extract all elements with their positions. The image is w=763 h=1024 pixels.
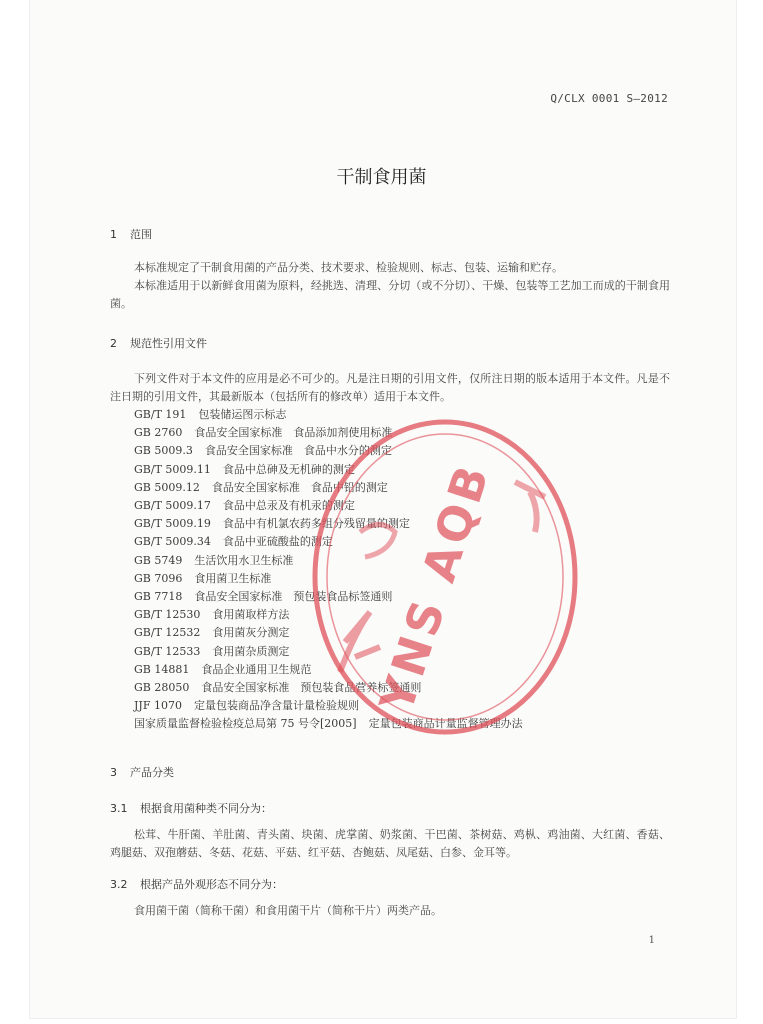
section-3-heading bbox=[110, 764, 174, 780]
section-1-para-2: 本标准适用于以新鲜食用菌为原料，经挑选、清理、分切（或不分切）、干燥、包装等工艺加工而成的干制食用菌。 bbox=[110, 279, 670, 310]
section-number: 2 bbox=[110, 337, 117, 350]
reference-code: GB 5749 bbox=[134, 553, 183, 567]
reference-code: GB/T 5009.19 bbox=[134, 517, 211, 531]
reference-code: GB/T 5009.34 bbox=[134, 535, 211, 549]
section-3-2-heading bbox=[110, 876, 283, 892]
reference-code: GB 28050 bbox=[134, 681, 190, 695]
reference-code: JJF 1070 bbox=[134, 699, 182, 713]
reference-title: 食品安全国家标准 预包装食品营养标签通则 bbox=[201, 681, 422, 695]
reference-title: 食品中亚硫酸盐的测定 bbox=[222, 535, 333, 549]
reference-title: 食用菌取样方法 bbox=[212, 608, 290, 622]
reference-title: 生活饮用水卫生标准 bbox=[194, 553, 294, 567]
reference-code: 国家质量监督检验检疫总局第 75 号令[2005] bbox=[134, 717, 357, 731]
reference-code: GB/T 5009.17 bbox=[134, 499, 211, 513]
reference-title: 食品安全国家标准 食品中水分的测定 bbox=[204, 444, 392, 458]
reference-code: GB/T 12533 bbox=[134, 644, 201, 658]
section-1-heading bbox=[110, 226, 152, 242]
official-seal-stamp bbox=[300, 412, 590, 742]
reference-code: GB 7096 bbox=[134, 571, 183, 585]
reference-code: GB 5009.12 bbox=[134, 480, 200, 494]
section-3-1-text: 松茸、牛肝菌、羊肚菌、青头菌、块菌、虎掌菌、奶浆菌、干巴菌、茶树菇、鸡枞、鸡油菌、大红菌、香菇、鸡腿菇、双孢蘑菇、冬菇、花菇、平菇、红平菇、杏鲍菇、凤尾菇、白参、金耳等。 bbox=[110, 828, 670, 859]
reference-title: 包装储运图示标志 bbox=[198, 408, 287, 421]
reference-code: GB/T 191 bbox=[134, 408, 187, 421]
reference-title: 食品安全国家标准 预包装食品标签通则 bbox=[194, 590, 393, 604]
reference-code: GB/T 12532 bbox=[134, 626, 201, 640]
reference-title: 食品中总砷及无机砷的测定 bbox=[222, 462, 355, 476]
reference-title: 食品中有机氯农药多组分残留量的测定 bbox=[222, 517, 410, 531]
svg-text:YNS AQB: YNS AQB bbox=[369, 455, 501, 719]
reference-title: 食品安全国家标准 食品中铅的测定 bbox=[211, 480, 388, 494]
section-3-2-text: 食用菌干菌（简称干菌）和食用菌干片（简称干片）两类产品。 bbox=[134, 904, 442, 917]
section-3-1-heading bbox=[110, 800, 272, 816]
reference-title: 定量包装商品净含量计量检验规则 bbox=[193, 699, 359, 713]
section-number: 1 bbox=[110, 228, 117, 241]
page-title: 干制食用菌 bbox=[336, 167, 427, 188]
reference-code: GB 2760 bbox=[134, 426, 183, 440]
reference-title: 食用菌卫生标准 bbox=[194, 571, 272, 585]
reference-code: GB 5009.3 bbox=[134, 444, 193, 458]
subsection-title: 根据产品外观形态不同分为： bbox=[140, 878, 283, 891]
reference-title: 食品安全国家标准 食品添加剂使用标准 bbox=[194, 426, 393, 440]
reference-code: GB 14881 bbox=[134, 662, 190, 676]
reference-title: 定量包装商品计量监督管理办法 bbox=[368, 717, 523, 731]
subsection-number: 3.2 bbox=[110, 878, 128, 891]
section-title: 产品分类 bbox=[130, 766, 174, 779]
reference-title: 食品企业通用卫生规范 bbox=[201, 662, 312, 676]
reference-title: 食用菌杂质测定 bbox=[212, 644, 290, 658]
section-number: 3 bbox=[110, 766, 117, 779]
reference-title: 食品中总汞及有机汞的测定 bbox=[222, 499, 355, 513]
section-2-heading bbox=[110, 335, 207, 351]
reference-title: 食用菌灰分测定 bbox=[212, 626, 290, 640]
reference-code: GB/T 12530 bbox=[134, 608, 201, 622]
subsection-title: 根据食用菌种类不同分为： bbox=[140, 802, 272, 815]
reference-code: GB 7718 bbox=[134, 590, 183, 604]
reference-code: GB/T 5009.11 bbox=[134, 462, 211, 476]
section-1-para-1: 本标准规定了干制食用菌的产品分类、技术要求、检验规则、标志、包装、运输和贮存。 bbox=[134, 261, 563, 274]
section-2-intro: 下列文件对于本文件的应用是必不可少的。凡是注日期的引用文件，仅所注日期的版本适用于本文件。凡是不注日期的引用文件，其最新版本（包括所有的修改单）适用于本文件。 bbox=[110, 372, 670, 403]
section-title: 规范性引用文件 bbox=[130, 337, 207, 350]
section-title: 范围 bbox=[130, 228, 152, 241]
subsection-number: 3.1 bbox=[110, 802, 128, 815]
page-number: 1 bbox=[648, 935, 655, 946]
document-number: Q/CLX 0001 S—2012 bbox=[550, 92, 668, 105]
